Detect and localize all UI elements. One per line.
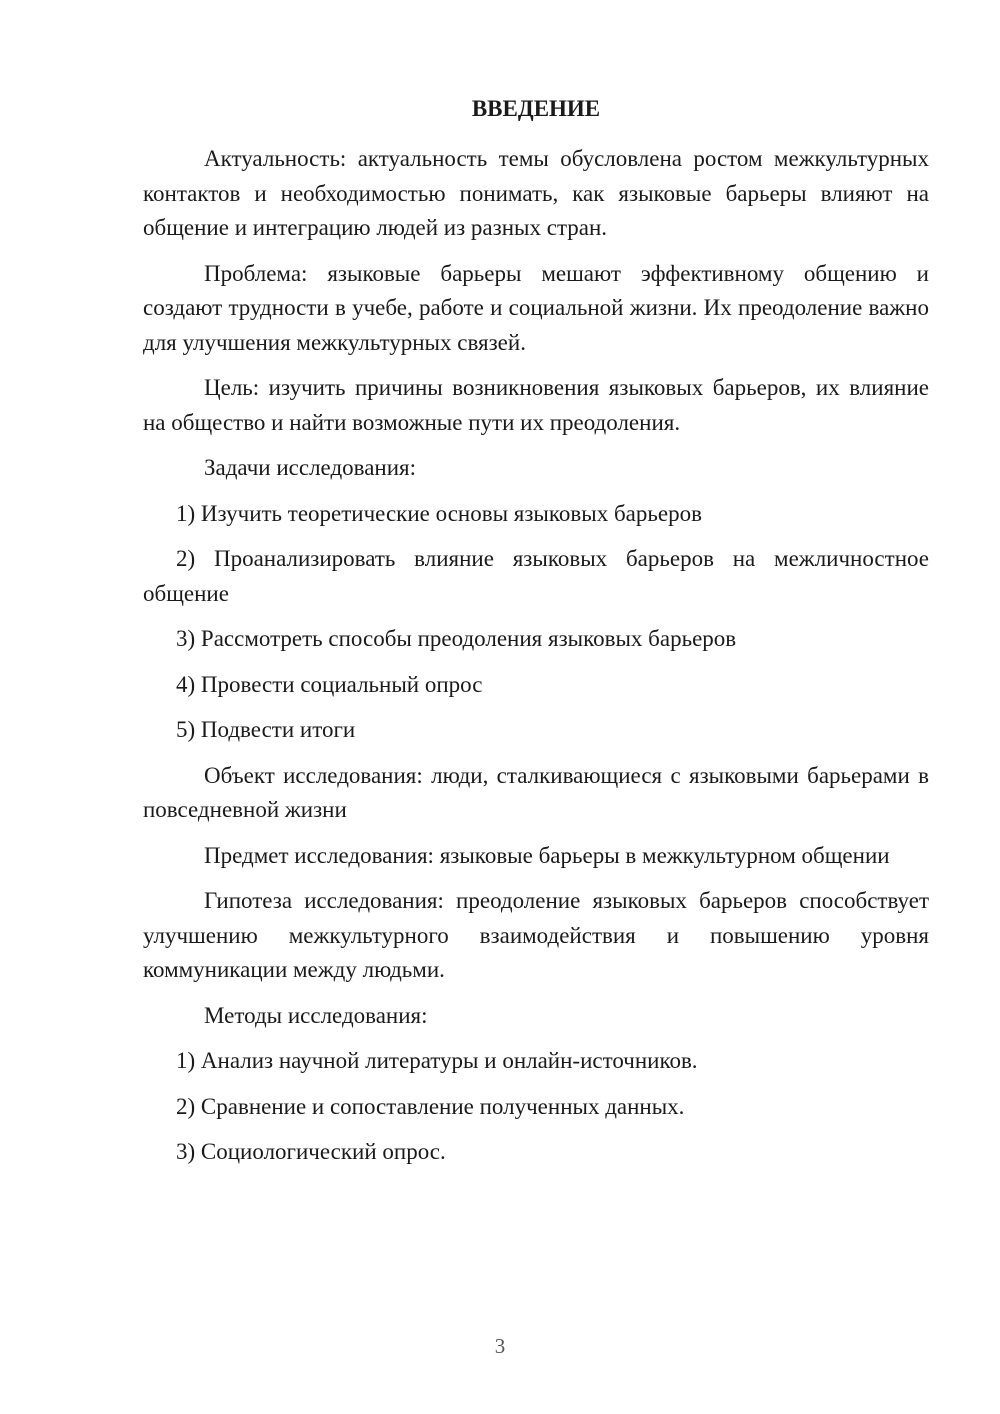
page-title: ВВЕДЕНИЕ: [471, 96, 601, 121]
hypothesis-paragraph: Гипотеза исследования: преодоление языковых барьеров способствует улучшению межкультурного взаимодействия и повышению уровня коммуникации между людьми.: [143, 888, 929, 982]
list-item: 3) Рассмотреть способы преодоления языковых барьеров: [176, 626, 737, 651]
tasks-heading: Задачи исследования:: [204, 455, 417, 480]
list-item: 3) Социологический опрос.: [176, 1139, 446, 1164]
subject-paragraph: Предмет исследования: языковые барьеры в межкультурном общении: [204, 842, 890, 868]
page-number: 3: [494, 1334, 506, 1358]
list-item: 5) Подвести итоги: [176, 717, 356, 742]
methods-heading: Методы исследования:: [204, 1002, 428, 1028]
list-item: 2) Сравнение и сопоставление полученных данных.: [176, 1093, 685, 1119]
problem-paragraph: Проблема: языковые барьеры мешают эффективному общению и создают трудности в учебе, работе и социальной жизни. Их преодоление важно для улучшения межкультурных связей.: [143, 260, 929, 355]
list-item: 1) Изучить теоретические основы языковых барьеров: [176, 500, 702, 526]
page-content: [143, 92, 929, 1181]
relevance-paragraph: Актуальность: актуальность темы обусловлена ростом межкультурных контактов и необходимостью понимать, как языковые барьеры влияют на общение и интеграцию людей из разных стран.: [143, 146, 929, 240]
object-paragraph: Объект исследования: люди, сталкивающиеся с языковыми барьерами в повседневной жизни: [143, 762, 929, 822]
list-item: 2) Проанализировать влияние языковых барьеров на межличностное общение: [143, 546, 929, 606]
goal-paragraph: Цель: изучить причины возникновения языковых барьеров, их влияние на общество и найти возможные пути их преодоления.: [143, 375, 929, 435]
list-item: 1) Анализ научной литературы и онлайн-источников.: [176, 1048, 698, 1073]
list-item: 4) Провести социальный опрос: [176, 671, 483, 697]
